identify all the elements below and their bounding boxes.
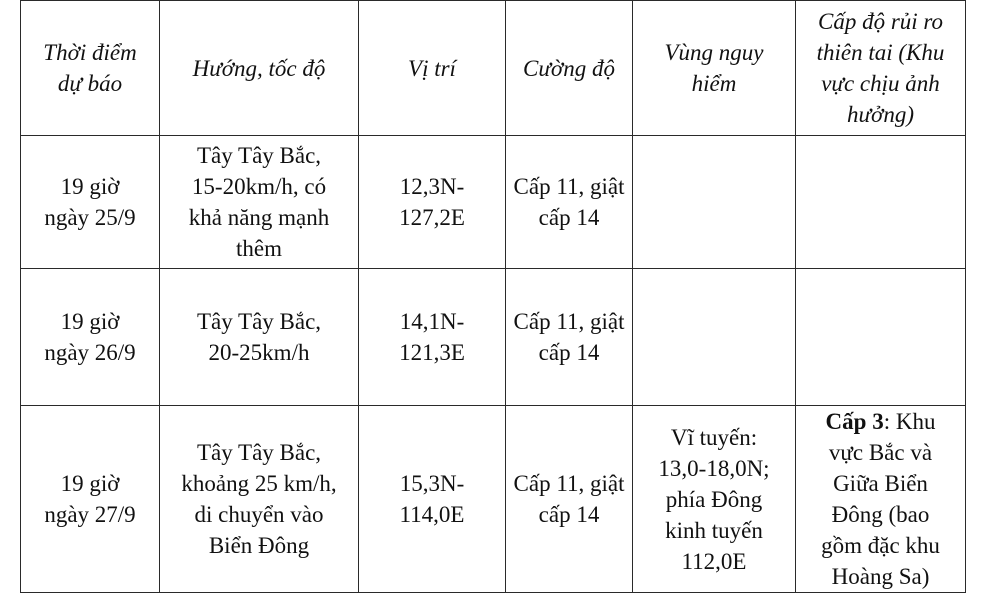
cell-direction-speed <box>160 136 359 269</box>
header-line: dự báo <box>57 71 123 96</box>
cell-danger-zone <box>633 406 796 593</box>
cell-line: 127,2E <box>399 205 465 230</box>
cell-line: ngày 26/9 <box>44 340 136 365</box>
cell-line: 112,0E <box>681 548 747 574</box>
cell-intensity <box>506 269 633 406</box>
table-row <box>21 136 966 269</box>
cell-line: Vĩ tuyến: <box>670 424 758 450</box>
header-line: Hướng, tốc độ <box>192 55 326 81</box>
cell-line: Hoàng Sa) <box>831 564 930 589</box>
header-line: Cấp độ rủi ro <box>817 9 944 34</box>
cell-risk-level <box>796 269 966 406</box>
cell-line: di chuyển vào <box>194 502 324 527</box>
cell-line: phía Đông <box>665 486 763 512</box>
cell-line: 13,0-18,0N; <box>658 455 770 481</box>
cell-line: cấp 14 <box>538 205 600 230</box>
cell-position <box>359 269 506 406</box>
table-row <box>21 406 966 593</box>
header-line: thiên tai (Khu <box>816 40 945 65</box>
cell-forecast-time <box>21 269 160 406</box>
cell-direction-speed <box>160 406 359 593</box>
cell-line: Giữa Biển <box>833 471 928 496</box>
header-direction-speed <box>160 1 359 136</box>
header-row <box>21 1 966 136</box>
risk-level-text: : Khu <box>883 409 936 434</box>
header-disaster-risk-level <box>796 1 966 136</box>
table-row <box>21 269 966 406</box>
cell-line: 19 giờ <box>60 174 120 199</box>
header-danger-zone <box>633 1 796 136</box>
cell-line: khoảng 25 km/h, <box>181 471 337 496</box>
header-line: vực chịu ảnh <box>821 71 940 96</box>
cell-line: 12,3N- <box>399 174 465 199</box>
header-line: hiểm <box>691 71 737 96</box>
cell-position <box>359 406 506 593</box>
cell-line: Cấp 11, giật <box>513 174 625 199</box>
cell-line: Tây Tây Bắc, <box>196 143 322 168</box>
cell-danger-zone <box>633 136 796 269</box>
cell-danger-zone <box>633 269 796 406</box>
cell-risk-level <box>796 136 966 269</box>
cell-line: Tây Tây Bắc, <box>196 440 322 465</box>
cell-line: kinh tuyến <box>665 517 763 543</box>
cell-line <box>802 406 959 437</box>
cell-line: Đông (bao <box>831 502 930 527</box>
cell-line: Cấp 11, giật <box>513 309 625 334</box>
header-line: hưởng) <box>847 102 914 127</box>
cell-intensity <box>506 136 633 269</box>
header-line: Vị trí <box>408 55 456 81</box>
cell-line: 19 giờ <box>60 471 120 496</box>
cell-line: cấp 14 <box>538 340 600 365</box>
cell-line: 15,3N- <box>399 471 465 496</box>
storm-forecast-table <box>20 0 966 593</box>
header-line: Vùng nguy <box>664 40 764 65</box>
cell-line: 19 giờ <box>60 309 120 334</box>
cell-line: khả năng mạnh <box>188 205 330 230</box>
header-intensity <box>506 1 633 136</box>
cell-line: ngày 27/9 <box>44 502 136 527</box>
cell-line: 114,0E <box>399 502 465 527</box>
cell-line: Tây Tây Bắc, <box>196 309 322 334</box>
cell-line: Biển Đông <box>208 533 310 558</box>
cell-line: 15-20km/h, có <box>191 174 327 199</box>
cell-intensity <box>506 406 633 593</box>
cell-line: 14,1N- <box>399 309 465 334</box>
cell-risk-level <box>796 406 966 593</box>
cell-line: ngày 25/9 <box>44 205 136 230</box>
cell-line: Cấp 11, giật <box>513 471 625 496</box>
cell-position <box>359 136 506 269</box>
header-line: Cường độ <box>523 55 615 81</box>
risk-level-label: Cấp 3 <box>825 409 884 434</box>
cell-line: 20-25km/h <box>208 340 310 365</box>
cell-line: 121,3E <box>399 340 465 365</box>
cell-forecast-time <box>21 136 160 269</box>
cell-forecast-time <box>21 406 160 593</box>
header-forecast-time <box>21 1 160 136</box>
cell-line: cấp 14 <box>538 502 600 527</box>
cell-line: thêm <box>236 236 282 261</box>
cell-direction-speed <box>160 269 359 406</box>
cell-line: gồm đặc khu <box>821 533 940 558</box>
header-line: Thời điểm <box>43 40 137 65</box>
header-position <box>359 1 506 136</box>
cell-line: vực Bắc và <box>828 440 933 465</box>
